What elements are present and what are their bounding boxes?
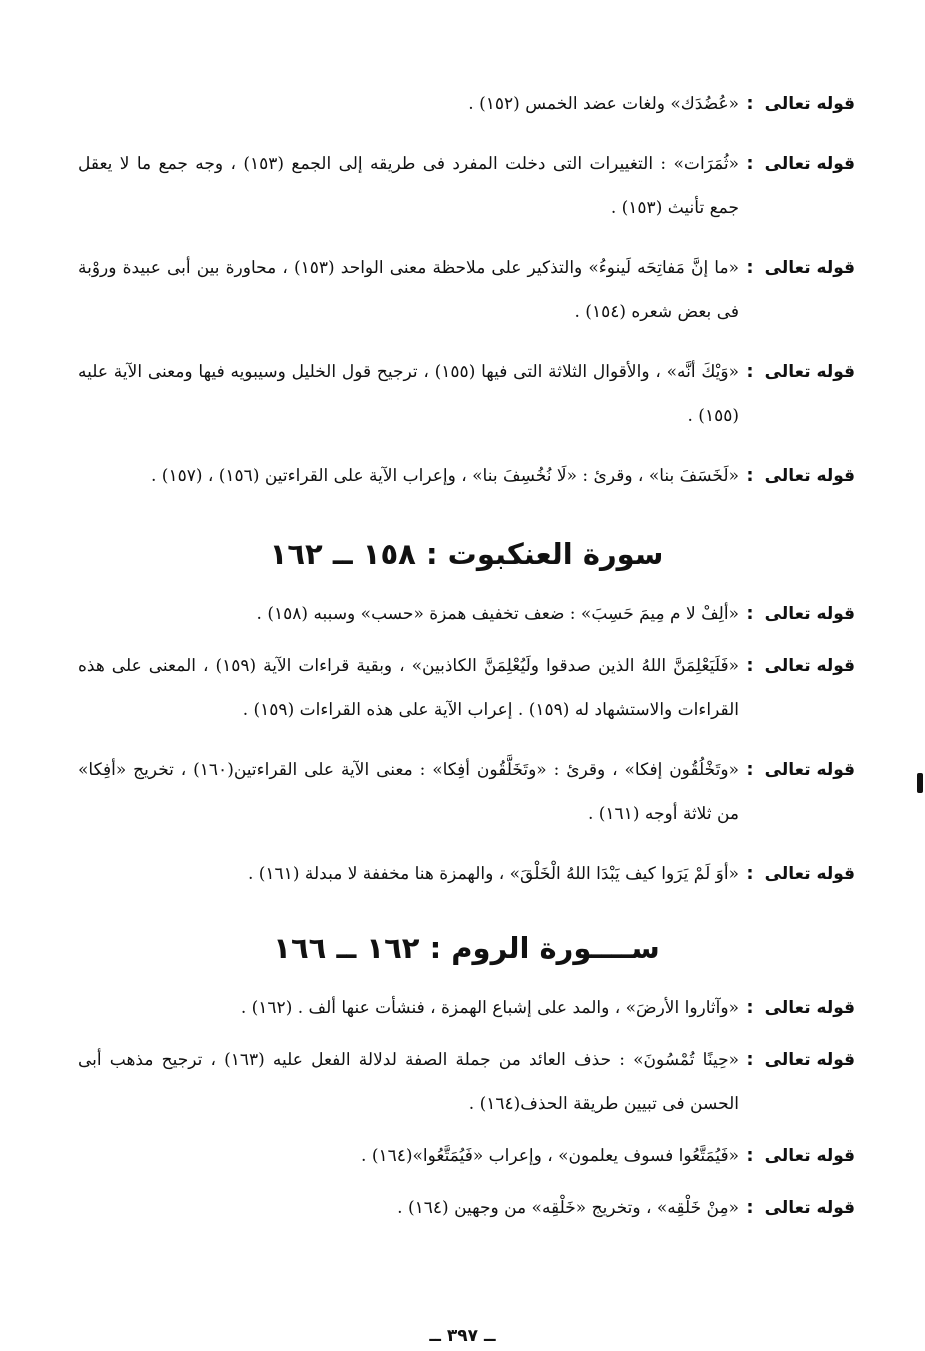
- entry-label: قوله تعالى: [764, 154, 855, 174]
- index-entry: [78, 592, 855, 636]
- entry-text: «ثُمَرَات» : التغييرات التى دخلت المفرد فى طريقه إلى الجمع (١٥٣) ، وجه جمع ما لا يعقل جمع تأنيث (١٥٣) .: [78, 154, 740, 218]
- entry-colon: :: [746, 153, 754, 174]
- entry-label: قوله تعالى: [764, 362, 855, 382]
- section-heading: سورة العنكبوت : ١٥٨ ــ ١٦٢: [269, 537, 664, 571]
- entry-colon: :: [746, 1145, 754, 1166]
- section-continuation: [78, 82, 855, 498]
- entry-colon: :: [746, 361, 754, 382]
- entry-text: «وَيْكَ أنَّه» ، والأقوال الثلاثة التى فيها (١٥٥) ، ترجيح قول الخليل وسيبويه فيها ومعنى الآية عليه (١٥٥) .: [78, 362, 739, 426]
- entry-label: قوله تعالى: [764, 656, 855, 676]
- index-entry: [78, 644, 855, 732]
- entry-colon: :: [746, 863, 754, 884]
- index-entry: [78, 1134, 855, 1178]
- entry-colon: :: [746, 465, 754, 486]
- entry-text: «أوَ لَمْ يَرَوا كيف يَبْدَا اللهُ الْخَلْقَ» ، والهمزة هنا مخففة لا مبدلة (١٦١) .: [247, 864, 739, 884]
- entry-label: قوله تعالى: [764, 998, 855, 1018]
- entry-text: «وآثاروا الأرضَ» ، والمد على إشباع الهمزة ، فنشأت عنها ألف . (١٦٢) .: [240, 998, 739, 1018]
- page-number: ــ ٣٩٧ ــ: [429, 1326, 496, 1346]
- entry-colon: :: [746, 997, 754, 1018]
- index-entry: [78, 1186, 855, 1230]
- entry-label: قوله تعالى: [764, 1050, 855, 1070]
- entry-text: «لَخَسَفَ بنا» ، وقرئ : «لَا نُخُسِفَ بنا» ، وإعراب الآية على القراءتين (١٥٦) ، (١٥٧) .: [151, 466, 739, 486]
- entry-text: «فَيُمَتَّعُوا فسوف يعلمون» ، وإعراب «فَيُمَتَّعُوا»(١٦٤) .: [361, 1146, 739, 1166]
- entry-label: قوله تعالى: [764, 258, 855, 278]
- entry-label: قوله تعالى: [764, 1198, 855, 1218]
- entry-label: قوله تعالى: [764, 604, 855, 624]
- index-entry: [78, 350, 855, 438]
- entry-colon: :: [746, 655, 754, 676]
- entry-label: قوله تعالى: [764, 760, 855, 780]
- margin-ink-mark: [917, 773, 923, 793]
- entry-label: قوله تعالى: [764, 94, 855, 114]
- index-entry: [78, 454, 855, 498]
- entry-text: «فَلَيَعْلِمَنَّ اللهُ الذين صدقوا ولَيُعْلِمَنَّ الكاذبين» ، وبقية قراءات الآية (١٥٩) ، المعنى على هذه القراءات والاستشهاد له (١٥٩) . إعراب الآية على هذه القراءات (١٥٩) .: [78, 656, 739, 720]
- section-al-ankabut: [78, 532, 855, 896]
- entry-text: «عُضُدَك» ولغات عضد الخمس (١٥٢) .: [468, 94, 739, 114]
- section-ar-rum: [78, 926, 855, 1230]
- section-heading: ســــورة الروم : ١٦٢ ــ ١٦٦: [273, 931, 660, 965]
- entry-text: «ما إنَّ مَفاتِحَه لَينوءُ» والتذكير على ملاحظة معنى الواحد (١٥٣) ، محاورة بين أبى عبيدة وروْبة فى بعض شعره (١٥٤) .: [78, 258, 739, 322]
- entry-colon: :: [746, 257, 754, 278]
- entry-colon: :: [746, 1049, 754, 1070]
- entry-text: «ألِفْ لا م مِيمَ حَسِبَ» : ضعف تخفيف همزة «حسب» وسببه (١٥٨) .: [256, 604, 739, 624]
- index-entry: [78, 246, 855, 334]
- entry-label: قوله تعالى: [764, 466, 855, 486]
- entry-label: قوله تعالى: [764, 1146, 855, 1166]
- entry-text: «حِينًا تُمْسُونَ» : حذف العائد من جملة الصفة لدلالة الفعل عليه (١٦٣) ، ترجيح مذهب أبى الحسن فى تبيين طريقة الحذف(١٦٤) .: [78, 1050, 739, 1114]
- index-entry: [78, 142, 855, 230]
- entry-text: «مِنْ خَلْقِه» ، وتخريج «خَلْقِه» من وجهين (١٦٤) .: [397, 1198, 739, 1218]
- entry-text: «وتَخْلُقُون إفكا» ، وقرئ : «وتَخَلَّقُون أفِكا» : معنى الآية على القراءتين(١٦٠) ، تخريج «أفِكا» من ثلاثة أوجه (١٦١) .: [78, 760, 740, 824]
- index-entry: [78, 1038, 855, 1126]
- index-entry: [78, 82, 855, 126]
- entry-colon: :: [746, 1197, 754, 1218]
- entry-colon: :: [746, 603, 754, 624]
- index-entry: [78, 748, 855, 836]
- index-entry: [78, 986, 855, 1030]
- index-entry: [78, 852, 855, 896]
- entry-label: قوله تعالى: [764, 864, 855, 884]
- entry-colon: :: [746, 759, 754, 780]
- entry-colon: :: [746, 93, 754, 114]
